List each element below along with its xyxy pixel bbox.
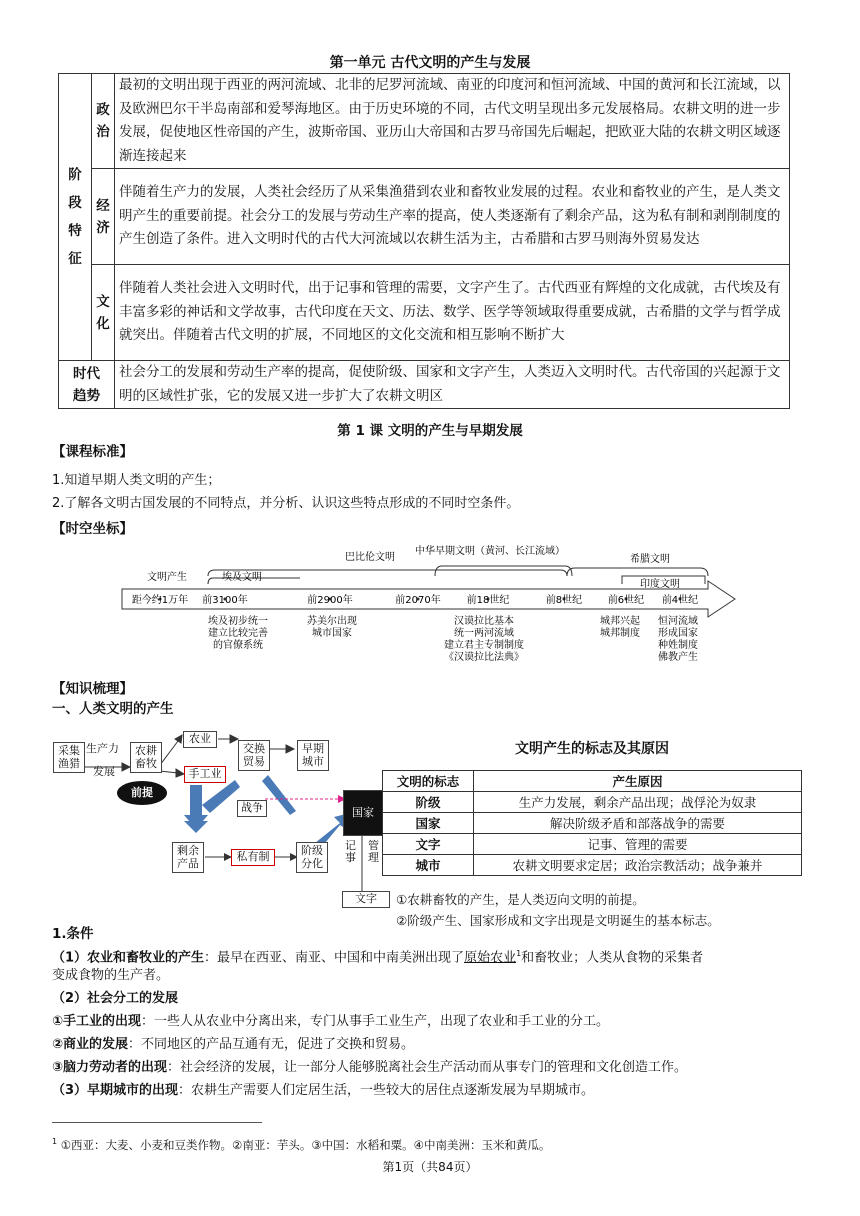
conditions-title: 1.条件 xyxy=(52,926,94,942)
arrow-war-class xyxy=(262,775,296,815)
row-text-culture: 伴随着人类社会进入文明时代，出于记事和管理的需要，文字产生了。古代西亚有辉煌的文化成就，古代埃及有丰富多彩的神话和文学故事，古代印度在天文、历法、数学、医学等领域取得重要成就，古希腊的文学与哲学成就突出。伴随着古代文明的扩展，不同地区的文化交流和相互影响不断扩大 xyxy=(115,265,790,361)
signs-note-1: ①农耕畜牧的产生，是人类迈向文明的前提。 xyxy=(396,892,645,907)
row-label-culture: 文化 xyxy=(92,265,115,361)
table-row xyxy=(59,361,790,409)
condition-3: （3）早期城市的出现：农耕生产需要人们定居生活，一些较大的居住点逐渐发展为早期城市。 xyxy=(52,1083,595,1098)
note-line: 的官僚系统 xyxy=(213,640,263,651)
col-header-reason: 产生原因 xyxy=(474,771,802,792)
col-header-sign: 文明的标志 xyxy=(383,771,474,792)
page-number: 第1页（共84页） xyxy=(382,1160,478,1174)
lesson-title: 第 1 课 文明的产生与早期发展 xyxy=(337,423,523,439)
box-gather: 采集渔猎 xyxy=(53,742,85,773)
note-line: 埃及初步统一 xyxy=(208,616,268,627)
table-row xyxy=(59,74,790,169)
reason-cell: 生产力发展，剩余产品出现；战俘沦为奴隶 xyxy=(474,792,802,813)
box-class-div: 阶级分化 xyxy=(296,842,328,873)
box-exchange: 交换贸易 xyxy=(238,740,270,771)
note-line: 佛教产生 xyxy=(658,652,698,663)
note-line: 统一两河流域 xyxy=(454,628,514,639)
row-label-politics: 政治 xyxy=(92,74,115,169)
reason-cell: 农耕文明要求定居；政治宗教活动；战争兼并 xyxy=(474,855,802,876)
brace-greece xyxy=(567,568,708,576)
footnote-ref[interactable]: 1 xyxy=(516,949,522,958)
box-handicraft: 手工业 xyxy=(184,766,226,783)
tick-label: 前2900年 xyxy=(307,595,353,606)
label-productivity: 生产力 xyxy=(86,742,119,755)
sign-cell: 国家 xyxy=(383,813,474,834)
tick-label: 前6世纪 xyxy=(607,595,645,606)
label-babylon: 巴比伦文明 xyxy=(345,552,395,563)
trend-label: 时代趋势 xyxy=(59,361,115,409)
tick-label: 前18世纪 xyxy=(466,595,510,606)
label-civ-birth: 文明产生 xyxy=(147,572,187,583)
table-row xyxy=(383,792,802,813)
tick-label: 前2070年 xyxy=(395,595,441,606)
tick-label: 前3100年 xyxy=(202,595,248,606)
note-line: 汉谟拉比基本 xyxy=(454,616,514,627)
note-line: 苏美尔出现 xyxy=(307,616,357,627)
condition-2-head: （2）社会分工的发展 xyxy=(52,991,179,1006)
note-line: 城邦兴起 xyxy=(600,616,640,627)
reason-cell: 记事、管理的需要 xyxy=(474,834,802,855)
stage-label: 阶段特征 xyxy=(68,167,82,267)
row-text-economy: 伴随着生产力的发展，人类社会经历了从采集渔猎到农业和畜牧业发展的过程。农业和畜牧业的产生，是人类文明产生的重要前提。社会分工的发展与劳动生产率的提高，使人类逐渐有了剩余产品，这为私有制和剥削制度的产生创造了条件。进入文明时代的古代大河流域以农耕生活为主，古希腊和古罗马则海外贸易发达 xyxy=(115,169,790,265)
box-state: 国家 xyxy=(343,790,383,836)
brace-china xyxy=(435,566,572,576)
timeline-chart xyxy=(120,540,740,670)
signs-note-2: ②阶级产生、国家形成和文字出现是文明诞生的基本标志。 xyxy=(396,913,720,928)
knowledge-header: 【知识梳理】 xyxy=(52,681,133,697)
timeline-header: 【时空坐标】 xyxy=(52,521,133,537)
label-china: 中华早期文明（黄河、长江流域） xyxy=(415,546,565,557)
table-row xyxy=(383,855,802,876)
note-line: 城市国家 xyxy=(312,628,352,639)
tick-label: 距今约1万年 xyxy=(131,595,189,606)
tick-label: 前8世纪 xyxy=(545,595,583,606)
note-line: 建立君主专制制度 xyxy=(444,640,524,651)
signs-table xyxy=(382,770,802,876)
section-title: 一、人类文明的产生 xyxy=(52,701,174,717)
note-line: 恒河流域 xyxy=(658,616,698,627)
box-war: 战争 xyxy=(237,800,267,817)
note-line: 形成国家 xyxy=(658,628,698,639)
term-primitive-agriculture: 原始农业 xyxy=(464,950,517,966)
table-row xyxy=(59,169,790,265)
condition-2-item-2: ②商业的发展：不同地区的产品互通有无，促进了交换和贸易。 xyxy=(52,1037,415,1052)
note-line: 《汉谟拉比法典》 xyxy=(444,652,524,663)
box-surplus: 剩余产品 xyxy=(172,842,204,873)
reason-cell: 解决阶级矛盾和部落战争的需要 xyxy=(474,813,802,834)
condition-1-head: （1）农业和畜牧业的产生 xyxy=(52,950,205,966)
label-develop: 发展 xyxy=(93,765,115,778)
label-greece: 希腊文明 xyxy=(630,554,670,565)
unit-title: 第一单元 古代文明的产生与发展 xyxy=(329,55,531,71)
sign-cell: 城市 xyxy=(383,855,474,876)
table-row xyxy=(383,771,802,792)
condition-2-item-3: ③脑力劳动者的出现：社会经济的发展，让一部分人能够脱离社会生产活动而从事专门的管理和文化创造工作。 xyxy=(52,1060,688,1075)
label-india: 印度文明 xyxy=(640,579,680,590)
box-early-city: 早期城市 xyxy=(297,740,329,771)
condition-2-item-1: ①手工业的出现：一些人从农业中分离出来，专门从事手工业生产，出现了农业和手工业的分工。 xyxy=(52,1014,610,1029)
table-row xyxy=(383,834,802,855)
premise-badge: 前提 xyxy=(117,781,167,805)
box-farm-herd: 农耕畜牧 xyxy=(130,742,162,773)
sign-cell: 阶级 xyxy=(383,792,474,813)
box-private: 私有制 xyxy=(231,849,275,866)
table-row xyxy=(383,813,802,834)
label-egypt: 埃及文明 xyxy=(222,572,262,583)
note-line: 种姓制度 xyxy=(658,640,698,651)
note-line: 城邦制度 xyxy=(600,628,640,639)
unit-summary-table xyxy=(58,73,790,409)
note-line: 建立比较完善 xyxy=(208,628,268,639)
label-manage: 管理 xyxy=(368,839,379,864)
standard-item-1: 1.知道早期人类文明的产生； xyxy=(52,473,221,488)
box-writing: 文字 xyxy=(342,891,390,908)
course-standard-header: 【课程标准】 xyxy=(52,444,133,460)
footnote: $^1$ ①西亚：大麦、小麦和豆类作物。②南亚：芋头。③中国：水稻和粟。④中南美洲：玉米和黄瓜。 xyxy=(52,1137,551,1152)
footnote-divider xyxy=(52,1122,262,1123)
table-row xyxy=(59,265,790,361)
row-text-politics: 最初的文明出现于西亚的两河流域、北非的尼罗河流域、南亚的印度河和恒河流域、中国的黄河和长江流域，以及欧洲巴尔干半岛南部和爱琴海地区。由于历史环境的不同，古代文明呈现出多元发展格局。农耕文明的进一步发展，促使地区性帝国的产生，波斯帝国、亚历山大帝国和古罗马帝国先后崛起，把欧亚大陆的农耕文明区域逐渐连接起来 xyxy=(115,74,790,169)
condition-1: （1）农业和畜牧业的产生：最早在西亚、南亚、中国和中南美洲出现了原始农业$^1$和畜牧业；人类从食物的采集者 xyxy=(52,949,704,966)
label-record: 记事 xyxy=(345,839,356,864)
trend-text: 社会分工的发展和劳动生产率的提高，促使阶级、国家和文字产生，人类迈入文明时代。古代帝国的兴起源于文明的区域性扩张，它的发展又进一步扩大了农耕文明区 xyxy=(115,361,790,409)
box-agriculture: 农业 xyxy=(183,731,217,748)
signs-title: 文明产生的标志及其原因 xyxy=(515,741,669,757)
stage-label-cell xyxy=(59,74,92,361)
row-label-economy: 经济 xyxy=(92,169,115,265)
condition-1-cont: 变成食物的生产者。 xyxy=(52,968,170,983)
standard-item-2: 2.了解各文明古国发展的不同特点，并分析、认识这些特点形成的不同时空条件。 xyxy=(52,496,520,511)
tick-label: 前4世纪 xyxy=(661,595,699,606)
arrow-to-war xyxy=(202,780,240,813)
sign-cell: 文字 xyxy=(383,834,474,855)
